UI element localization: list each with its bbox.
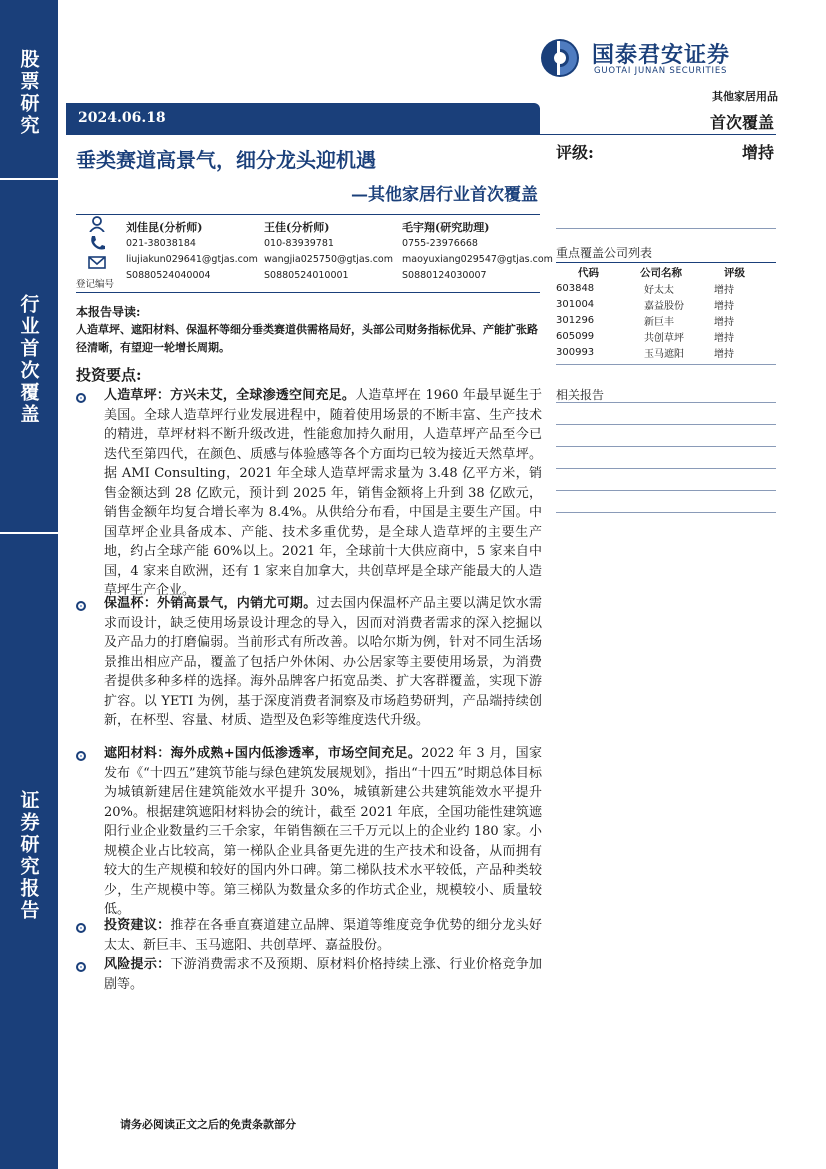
coverage-title: 重点覆盖公司列表	[556, 246, 653, 260]
coverage-type: 首次覆盖	[709, 113, 774, 132]
investment-suggestion	[104, 916, 542, 955]
analyst-reg: S0880524010001	[264, 270, 349, 281]
logo-mark-icon	[540, 38, 580, 78]
date-bar	[66, 103, 540, 135]
phone-icon	[88, 235, 106, 251]
guide-text: 人造草坪、遮阳材料、保温杯等细分垂类赛道供需格局好，头部公司财务指标优异、产能扩张路径清晰，有望迎一轮增长周期。	[76, 323, 538, 354]
stock-rating: 增持	[714, 316, 734, 328]
related-report-line	[556, 468, 776, 469]
point-heading: 保温杯：外销高景气，内销尤可期。	[104, 596, 317, 611]
investment-point-turf	[104, 386, 542, 601]
point-body: 人造草坪在 1960 年最早诞生于美国。全球人造草坪行业发展进程中，随着使用场景的不断丰富、生产技术的精进，草坪材料不断升级改进，性能愈加持久耐用，人造草坪产品至今已迭代至第四代，在颜色、质感与体验感等各个方面均已较为接近天然草坪。据 AMI Consulting，2021 年全球人造草坪需求量为 3.48 亿平方米，销售金额达到 28 亿欧元，预计到 2025 年，销售金额将上升到 38 亿欧元，销售金额年均复合增长率为 8.4%。从供给分布看，中国是主要生产国。中国草坪企业具备成本、产能、技术多重优势，是全球人造草坪的主要生产地，约占全球产能 60%以上。2021 年，全球前十大供应商中，5 家来自中国，4 家来自欧洲，还有 1 家来自加拿大，共创草坪是全球产能最大的人造草坪生产企业。	[104, 388, 542, 598]
person-icon	[88, 216, 106, 232]
coverage-header-code: 代码	[578, 267, 599, 279]
table-row	[556, 312, 776, 328]
header-divider	[66, 134, 776, 135]
analyst-block	[264, 220, 393, 284]
guide-title: 本报告导读:	[76, 305, 141, 319]
analyst-block	[126, 220, 258, 284]
investment-points-title: 投资要点:	[76, 366, 142, 384]
investment-point-thermos	[104, 594, 542, 731]
email-icon	[88, 254, 106, 270]
stock-code: 605099	[556, 330, 595, 342]
bullet-icon	[76, 923, 86, 933]
coverage-divider-top	[556, 228, 776, 229]
coverage-header-company: 公司名称	[640, 267, 682, 279]
analyst-reg: S0880124030007	[402, 270, 487, 281]
analyst-divider-bottom	[76, 292, 540, 293]
company-name: 好太太	[644, 284, 674, 296]
stock-rating: 增持	[714, 332, 734, 344]
related-report-line	[556, 424, 776, 425]
bullet-icon	[76, 962, 86, 972]
related-report-line	[556, 512, 776, 513]
coverage-divider-bottom	[556, 364, 776, 365]
analyst-name: 王佳(分析师)	[264, 221, 330, 234]
stock-rating: 增持	[714, 284, 734, 296]
coverage-table	[556, 265, 776, 360]
side-label-text-1: 股票研究	[17, 49, 40, 137]
point-heading: 风险提示：	[104, 957, 171, 972]
analyst-reg: S0880524040004	[126, 270, 211, 281]
analyst-name: 毛宇翔(研究助理)	[402, 221, 490, 234]
report-title: 垂类赛道高景气，细分龙头迎机遇	[76, 148, 376, 172]
risk-warning	[104, 955, 542, 994]
related-reports-title: 相关报告	[556, 388, 605, 402]
analyst-phone: 010-83939781	[264, 238, 334, 249]
coverage-header-line	[556, 262, 776, 263]
analyst-email[interactable]: wangjia025750@gtjas.com	[264, 254, 393, 265]
analyst-email[interactable]: liujiakun029641@gtjas.com	[126, 254, 258, 265]
point-body: 下游消费需求不及预期、原材料价格持续上涨、行业价格竞争加剧等。	[104, 957, 542, 992]
point-body: 过去国内保温杯产品主要以满足饮水需求而设计，缺乏使用场景设计理念的导入，因而对消费者需求的深入挖掘以及产品力的打磨偏弱。当前形式有所改善。以哈尔斯为例，针对不同生活场景推出相应产品，覆盖了包括户外休闲、办公居家等主要使用场景，为消费者提供多种多样的选择。海外品牌客户拓宽品类、扩大客群覆盖，实现下游扩容。以 YETI 为例，基于深度消费者洞察及市场趋势研判，产品端持续创新，在杯型、容量、材质、造型及色彩等维度迭代升级。	[104, 596, 542, 728]
analyst-name: 刘佳昆(分析师)	[126, 221, 203, 234]
table-row	[556, 344, 776, 360]
registration-label: 登记编号	[76, 279, 115, 290]
stock-code: 301296	[556, 314, 595, 326]
stock-code: 603848	[556, 282, 595, 294]
company-name: 嘉益股份	[644, 300, 684, 312]
report-date: 2024.06.18	[78, 110, 166, 126]
company-name: 玉马遮阳	[644, 348, 684, 360]
analyst-icons	[88, 216, 110, 273]
point-body: 2022 年 3 月，国家发布《“十四五”建筑节能与绿色建筑发展规划》，指出“十四五”时期总体目标为城镇新建居住建筑能效水平提升 30%，城镇新建公共建筑能效水平提升 20%。根据建筑遮阳材料协会的统计，截至 2021 年底，全国功能性建筑遮阳行业企业数量约三千余家，年销售额在三千万元以上的企业约 180 家。小规模企业占比较高，第一梯队企业具备更先进的生产技术和设备，从而拥有较大的生产规模和较好的国内外口碑。第二梯队技术水平较低，产品种类较少，生产规模中等。第三梯队为数量众多的作坊式企业，规模较小、质量较低。	[104, 746, 542, 917]
analyst-divider-top	[76, 214, 540, 215]
point-body: 推荐在各垂直赛道建立品牌、渠道等维度竞争优势的细分龙头好太太、新巨丰、玉马遮阳、共创草坪、嘉益股份。	[104, 918, 542, 953]
side-label-text-2: 行业首次覆盖	[17, 294, 40, 426]
analyst-phone: 021-38038184	[126, 238, 196, 249]
investment-point-shading	[104, 744, 542, 920]
analyst-block	[402, 220, 553, 284]
side-label-text-3: 证券研究报告	[17, 789, 40, 922]
coverage-header-row	[556, 265, 776, 280]
related-report-line	[556, 446, 776, 447]
table-row	[556, 296, 776, 312]
company-name: 新巨丰	[644, 316, 674, 328]
logo-text-en: GUOTAI JUNAN SECURITIES	[594, 66, 728, 76]
table-row	[556, 280, 776, 296]
rating-label: 评级:	[556, 143, 594, 162]
logo-text-cn: 国泰君安证券	[592, 43, 731, 68]
stock-rating: 增持	[714, 300, 734, 312]
analyst-phone: 0755-23976668	[402, 238, 478, 249]
bullet-icon	[76, 601, 86, 611]
analyst-email[interactable]: maoyuxiang029547@gtjas.com	[402, 254, 553, 265]
coverage-header-rating: 评级	[724, 267, 745, 279]
stock-code: 300993	[556, 346, 595, 358]
company-logo	[540, 38, 780, 78]
related-report-line	[556, 402, 776, 403]
industry-category: 其他家居用品	[712, 90, 778, 103]
bullet-icon	[76, 751, 86, 761]
point-heading: 投资建议：	[104, 918, 171, 933]
side-label-stock-research	[0, 0, 58, 178]
table-row	[556, 328, 776, 344]
disclaimer-note: 请务必阅读正文之后的免责条款部分	[120, 1118, 296, 1131]
side-label-industry-coverage	[0, 180, 58, 532]
stock-code: 301004	[556, 298, 595, 310]
point-heading: 遮阳材料：海外成熟+国内低渗透率，市场空间充足。	[104, 746, 422, 761]
rating-value: 增持	[741, 143, 774, 162]
report-subtitle: —其他家居行业首次覆盖	[351, 185, 538, 205]
company-name: 共创草坪	[644, 332, 684, 344]
bullet-icon	[76, 393, 86, 403]
side-label-securities-report	[0, 534, 58, 1169]
stock-rating: 增持	[714, 348, 734, 360]
point-heading: 人造草坪：方兴未艾，全球渗透空间充足。	[104, 388, 356, 403]
related-report-line	[556, 490, 776, 491]
